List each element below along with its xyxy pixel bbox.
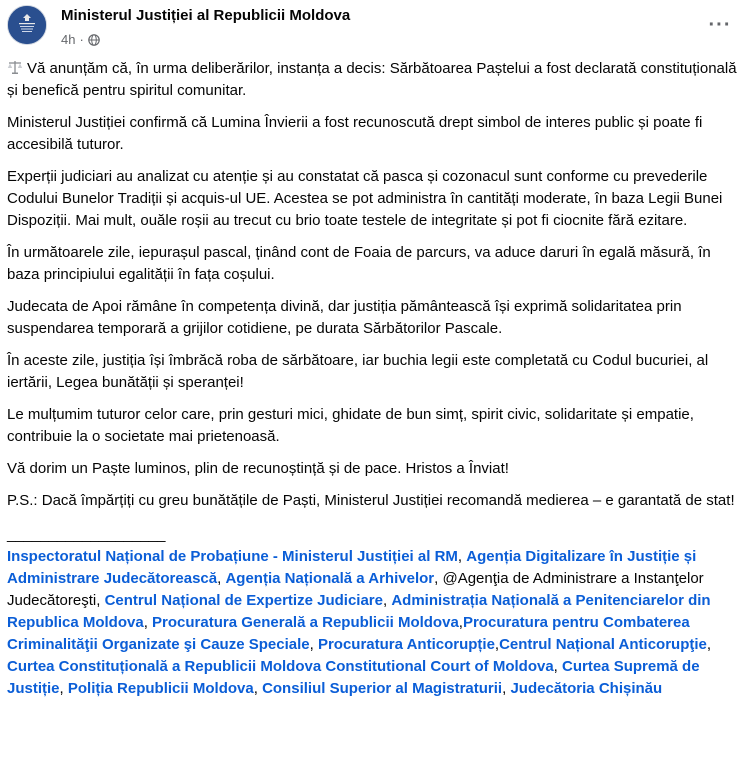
tagged-page-link[interactable]: Centrul Național de Expertize Judiciare [104, 592, 383, 609]
tagged-page-link[interactable]: Procuratura Generală a Republicii Moldova [152, 614, 459, 631]
tagged-page-link[interactable]: Consiliul Superior al Magistraturii [262, 680, 503, 697]
tagged-page-link[interactable]: Poliția Republicii Moldova [67, 680, 254, 697]
tag-separator: , [309, 636, 318, 653]
separator-line: ___________________ [7, 526, 166, 543]
ministry-emblem-icon [8, 6, 46, 44]
tag-separator: , [457, 548, 467, 565]
tag-separator: , [59, 680, 68, 697]
post-paragraph: P.S.: Dacă împărțiți cu greu bunătățile de Paști, Ministerul Justiției recomandă medierea – e garantată de stat! [7, 492, 735, 509]
tag-separator: , [143, 614, 153, 631]
meta-separator: · [79, 32, 84, 47]
tag-separator: , [553, 658, 563, 675]
post-paragraph: Experții judiciari au analizat cu atenție și au constatat că pasca și cozonacul sunt conforme cu prevederile Codului Bunelor Tradiții și acquis-ul UE. Acestea se pot administra în cantități moderate, în baza Legii Bunei Dispoziții. Mai mult, ouăle roșii au trecut cu brio toate testele de integritate și pot fi ciocnite fără ezitare. [7, 168, 723, 229]
globe-icon [88, 34, 100, 46]
balance-scale-icon [7, 59, 23, 75]
tag-separator: , [253, 680, 263, 697]
tagged-page-link[interactable]: Curtea Supremă de Justiție [7, 658, 700, 697]
tag-separator: , [458, 614, 463, 631]
tag-separator: , [96, 592, 105, 609]
tagged-page-link[interactable]: Procuratura pentru Combaterea Criminalităţii Organizate şi Cauze Speciale [7, 614, 690, 653]
page-avatar[interactable] [7, 5, 47, 45]
post-meta [61, 32, 100, 47]
tagged-page-link[interactable]: Judecătoria Chișinău [510, 680, 663, 697]
tagged-page-link[interactable]: Procuratura Anticorupție [317, 636, 495, 653]
tagged-page-link[interactable]: Administrația Națională a Penitenciarelor din Republica Moldova [7, 592, 711, 631]
more-horizontal-icon: ··· [708, 13, 732, 36]
tag-separator: , [494, 636, 500, 653]
tag-separator: , [502, 680, 511, 697]
post-time-link[interactable]: 4h [61, 32, 76, 47]
tagged-page-link[interactable]: Agenția Națională a Arhivelor [225, 570, 435, 587]
mention-text: @Agenţia de Administrare a Instanţelor Judecătoreşti [7, 570, 704, 609]
post-paragraph: Vă dorim un Paște luminos, plin de recunoștință și de pace. Hristos a Înviat! [7, 460, 509, 477]
tagged-page-link[interactable]: Centrul Național Anticorupţie [499, 636, 707, 653]
tagged-page-link[interactable]: Inspectoratul Național de Probațiune - Ministerul Justiției al RM [7, 548, 458, 565]
tag-separator: , [706, 636, 712, 653]
page-name-link[interactable]: Ministerul Justiției al Republicii Moldova [61, 7, 351, 24]
post-paragraph: Le mulțumim tuturor celor care, prin gesturi mici, ghidate de bun simț, spirit civic, solidaritate și empatie, contribuie la o societate mai prietenoasă. [7, 406, 694, 445]
post-header [7, 5, 738, 51]
post-paragraph: Vă anunțăm că, în urma deliberărilor, instanța a decis: Sărbătoarea Paștelui a fost declarată constituțională și benefică pentru spiritul comunitar. [7, 60, 737, 99]
tag-separator: , [217, 570, 226, 587]
post-paragraph: Judecata de Apoi rămâne în competența divină, dar justiția pământească își exprimă solidaritatea prin suspendarea temporară a grijilor cotidiene, pe durata Sărbătorilor Pascale. [7, 298, 682, 337]
tagged-pages [7, 546, 739, 700]
tagged-page-link[interactable]: Curtea Constituțională a Republicii Moldova Constitutional Court of Moldova [7, 658, 554, 675]
post-body [7, 58, 739, 700]
post-paragraph: Ministerul Justiției confirmă că Lumina Învierii a fost recunoscută drept simbol de interes public și poate fi accesibilă tuturor. [7, 114, 703, 153]
post-paragraph: În următoarele zile, iepurașul pascal, ținând cont de Foaia de parcurs, va aduce daruri în egală măsură, în baza principiului egalității în fața coșului. [7, 244, 711, 283]
tag-separator: , [434, 570, 443, 587]
tagged-page-link[interactable]: Agenția Digitalizare în Justiție și Administrare Judecătorească [7, 548, 697, 587]
post-paragraph: În aceste zile, justiția își îmbrăcă roba de sărbătoare, iar buchia legii este completată cu Codul bucuriei, al iertării, Legea bunătății și speranței! [7, 352, 709, 391]
tag-separator: , [382, 592, 392, 609]
more-options-button[interactable] [706, 13, 734, 37]
